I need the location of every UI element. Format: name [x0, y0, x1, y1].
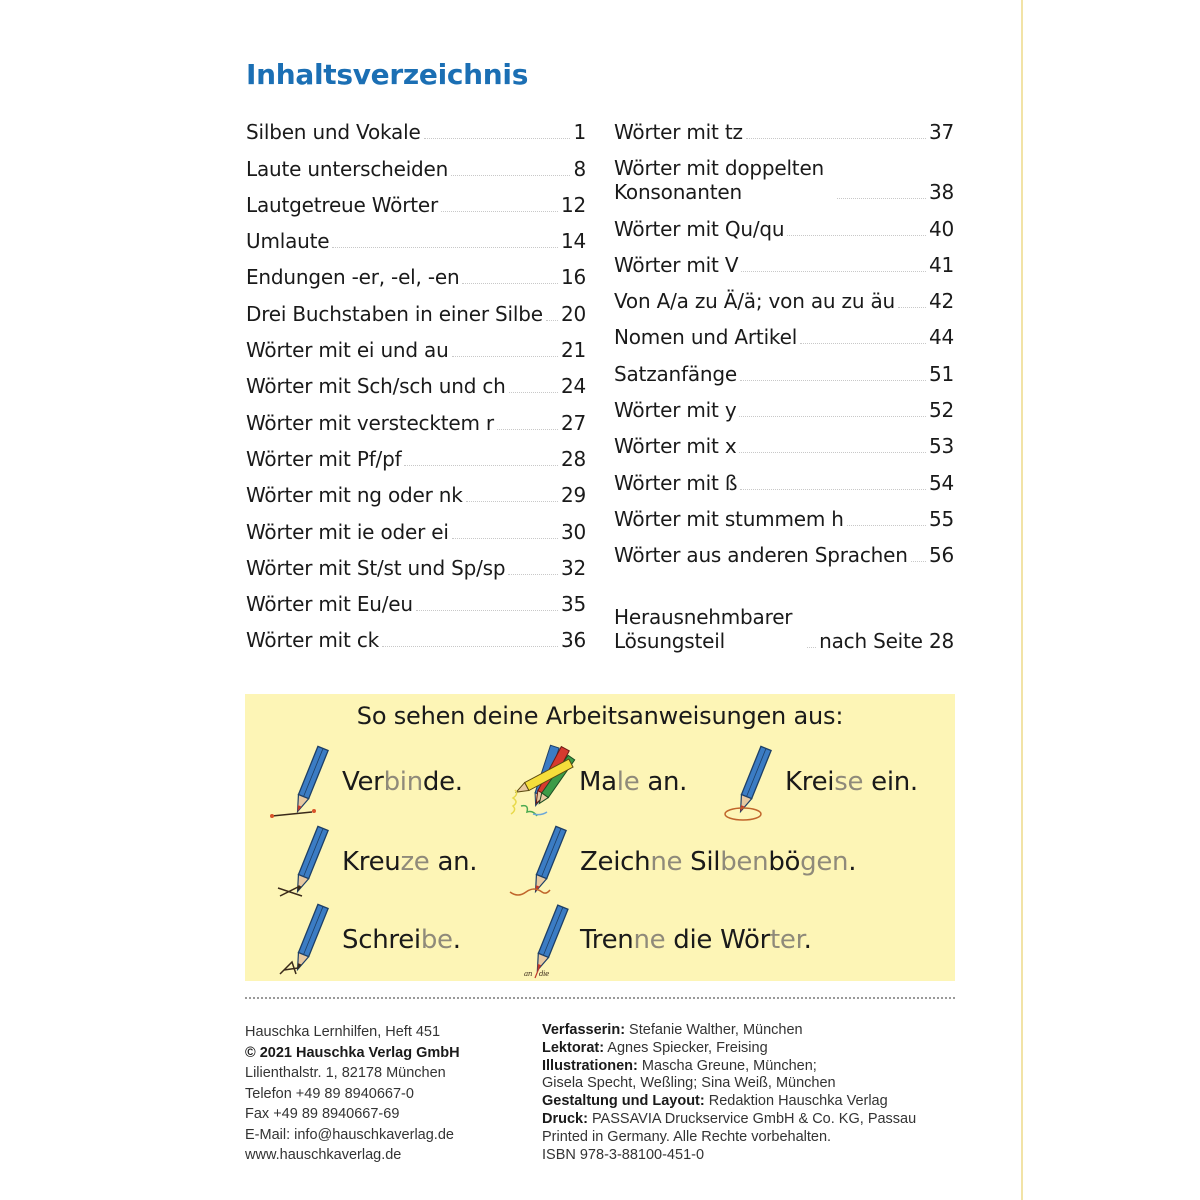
instruction-text: Kreuze an.	[342, 847, 478, 877]
svg-text:an: an	[524, 970, 533, 978]
instructions-title: So sehen deine Arbeitsanweisungen aus:	[356, 702, 844, 730]
toc-entry[interactable]	[246, 144, 586, 180]
toc-entry-label: Wörter mit ie oder ei	[246, 519, 449, 544]
toc-entry-label: Herausnehmbarer Lösungsteil	[614, 605, 793, 654]
leader-dots	[497, 429, 558, 430]
leader-dots	[740, 489, 926, 490]
leader-dots	[807, 647, 816, 648]
toc-entry-page: 16	[560, 265, 586, 290]
imprint-copyright: © 2021 Hauschka Verlag GmbH	[245, 1044, 460, 1061]
leader-dots	[462, 283, 557, 284]
toc-entry-label: Endungen -er, -el, -en	[246, 265, 460, 290]
instruction-zeichne-silbenboegen	[508, 822, 856, 902]
instruction-text: Male an.	[579, 767, 688, 797]
toc-entry[interactable]	[246, 435, 586, 471]
toc-entry[interactable]	[246, 507, 586, 543]
toc-entry-label: Wörter mit ck	[246, 628, 380, 653]
leader-dots	[451, 175, 570, 176]
toc-entry[interactable]	[614, 241, 954, 277]
imprint-address: Lilienthalstr. 1, 82178 München	[245, 1065, 446, 1081]
toc-entry-label: Wörter mit ng oder nk	[246, 483, 463, 508]
toc-entry-label: Drei Buchstaben in einer Silbe	[246, 301, 543, 326]
toc-entry[interactable]	[246, 471, 586, 507]
pencil-circle-icon	[713, 742, 783, 822]
toc-entry-label: Wörter aus anderen Sprachen	[614, 543, 908, 568]
toc-entry-page: 1	[573, 120, 586, 145]
divider-dotted	[245, 997, 955, 999]
toc-entry-page: 53	[928, 434, 954, 459]
toc-entry-page: 56	[928, 543, 954, 568]
leader-dots	[404, 465, 558, 466]
toc-entry-label: Silben und Vokale	[246, 120, 421, 145]
toc-spacer	[614, 567, 954, 593]
imprint-website[interactable]: www.hauschkaverlag.de	[245, 1147, 402, 1163]
credit-illustrations: Illustrationen: Mascha Greune, München;	[542, 1057, 817, 1074]
toc-entry-label: Wörter mit V	[614, 252, 739, 277]
instruction-text: Kreise ein.	[785, 767, 918, 797]
leader-dots	[466, 501, 558, 502]
toc-entry[interactable]	[614, 204, 954, 240]
toc-entry[interactable]	[614, 386, 954, 422]
toc-entry-page: 14	[560, 229, 586, 254]
toc-entry[interactable]	[246, 289, 586, 325]
leader-dots	[898, 307, 926, 308]
toc-entry-page: 29	[560, 483, 586, 508]
toc-entry-page: 21	[560, 338, 586, 363]
toc-entry[interactable]	[246, 108, 586, 144]
leader-dots	[452, 538, 558, 539]
toc-entry[interactable]	[246, 398, 586, 434]
toc-entry-page: nach Seite 28	[819, 629, 954, 654]
toc-entry[interactable]	[614, 277, 954, 313]
toc-entry-page: 24	[560, 374, 586, 399]
toc-entry-label: Laute unterscheiden	[246, 156, 449, 181]
toc-entry-page: 28	[560, 446, 586, 471]
toc-entry-label: Wörter mit St/st und Sp/sp	[246, 555, 506, 580]
toc-entry-page: 8	[573, 156, 586, 181]
imprint-publisher	[245, 1022, 460, 1166]
toc-entry[interactable]	[614, 313, 954, 349]
instruction-trenne-die-woerter	[508, 900, 812, 980]
toc-entry-label: Wörter mit doppelten Konsonanten	[614, 156, 825, 205]
pencil-separate-icon	[508, 900, 578, 980]
toc-entry[interactable]	[246, 217, 586, 253]
toc-entry[interactable]	[246, 253, 586, 289]
instruction-text: Zeichne Silbenbögen.	[580, 847, 857, 877]
credit-editor: Lektorat: Agnes Spiecker, Freising	[542, 1039, 768, 1056]
instruction-text: Trenne die Wörter.	[580, 925, 812, 955]
toc-entry-label: Wörter mit Pf/pf	[246, 446, 402, 471]
toc-entry[interactable]	[614, 531, 954, 567]
instructions-box	[245, 694, 955, 981]
pencil-cross-icon	[270, 822, 340, 902]
toc-entry-label: Nomen und Artikel	[614, 325, 798, 350]
credit-illustrations-cont: Gisela Specht, Weßling; Sina Weiß, München	[542, 1075, 836, 1092]
credit-author: Verfasserin: Stefanie Walther, München	[542, 1022, 803, 1038]
toc-entry-page: 12	[560, 192, 586, 217]
leader-dots	[424, 138, 571, 139]
isbn: ISBN 978-3-88100-451-0	[542, 1146, 705, 1163]
leader-dots	[441, 211, 558, 212]
leader-dots	[416, 610, 558, 611]
toc-entry-page: 42	[928, 289, 954, 314]
toc-entry-label: Satzanfänge	[614, 361, 737, 386]
toc-entry[interactable]	[614, 495, 954, 531]
imprint-series: Hauschka Lernhilfen, Heft 451	[245, 1024, 441, 1040]
leader-dots	[739, 452, 925, 453]
svg-text:die: die	[539, 970, 549, 978]
toc-entry-label: Wörter mit y	[614, 398, 737, 423]
toc-entry[interactable]	[614, 458, 954, 494]
toc-entry[interactable]	[614, 108, 954, 144]
page-edge-line	[1021, 0, 1023, 1200]
toc-entry[interactable]	[614, 422, 954, 458]
imprint-credits	[542, 1022, 916, 1164]
leader-dots	[546, 320, 558, 321]
leader-dots	[452, 356, 558, 357]
toc-entry[interactable]	[246, 181, 586, 217]
toc-entry[interactable]	[246, 326, 586, 362]
toc-entry-label: Wörter mit ei und au	[246, 338, 449, 363]
toc-entry-solutions[interactable]	[614, 593, 954, 653]
toc-entry[interactable]	[246, 580, 586, 616]
toc-column-right	[614, 108, 954, 653]
toc-entry[interactable]	[246, 544, 586, 580]
rights-notice: Printed in Germany. Alle Rechte vorbehalten.	[542, 1128, 832, 1145]
leader-dots	[509, 392, 558, 393]
toc-entry[interactable]	[246, 362, 586, 398]
instruction-text: Schreibe.	[342, 925, 461, 955]
leader-dots	[382, 646, 558, 647]
toc-entry-label: Lautgetreue Wörter	[246, 192, 439, 217]
leader-dots	[746, 138, 926, 139]
toc-entry-label: Wörter mit x	[614, 434, 737, 459]
instruction-kreuze-an	[270, 822, 477, 902]
toc-entry-page: 51	[928, 361, 954, 386]
toc-entry-page: 37	[928, 120, 954, 145]
toc-entry-label: Wörter mit Sch/sch und ch	[246, 374, 506, 399]
toc-entry-label: Wörter mit tz	[614, 120, 743, 145]
pencil-connect-icon	[270, 742, 340, 822]
toc-entry[interactable]	[614, 349, 954, 385]
leader-dots	[741, 271, 926, 272]
toc-entry[interactable]	[246, 616, 586, 652]
leader-dots	[837, 198, 926, 199]
toc-entry[interactable]	[614, 144, 954, 204]
instruction-schreibe	[270, 900, 461, 980]
leader-dots	[332, 247, 558, 248]
toc-entry-page: 32	[560, 555, 586, 580]
instruction-male-an	[507, 742, 687, 822]
toc-entry-page: 30	[560, 519, 586, 544]
toc-entry-page: 52	[928, 398, 954, 423]
credit-design: Gestaltung und Layout: Redaktion Hauschka Verlag	[542, 1093, 888, 1110]
toc-entry-page: 38	[928, 180, 954, 205]
instruction-verbinde	[270, 742, 463, 822]
imprint-email[interactable]: E-Mail: info@hauschkaverlag.de	[245, 1126, 454, 1143]
toc-entry-page: 44	[928, 325, 954, 350]
leader-dots	[847, 525, 926, 526]
toc-entry-label: Wörter mit verstecktem r	[246, 410, 494, 435]
leader-dots	[739, 416, 925, 417]
toc-entry-label: Wörter mit ß	[614, 470, 738, 495]
credit-print: Druck: PASSAVIA Druckservice GmbH & Co. KG, Passau	[542, 1110, 917, 1127]
colored-pencils-icon	[507, 742, 577, 822]
toc-column-left	[246, 108, 586, 652]
toc-entry-page: 41	[928, 252, 954, 277]
toc-entry-page: 20	[560, 301, 586, 326]
pencil-write-icon	[270, 900, 340, 980]
toc-entry-label: Von A/a zu Ä/ä; von au zu äu	[614, 289, 895, 314]
toc-entry-label: Wörter mit stummem h	[614, 506, 844, 531]
imprint-phone: Telefon +49 89 8940667-0	[245, 1085, 414, 1102]
toc-entry-page: 35	[560, 592, 586, 617]
pencil-arc-icon	[508, 822, 578, 902]
leader-dots	[911, 561, 926, 562]
leader-dots	[800, 343, 926, 344]
toc-entry-label: Wörter mit Eu/eu	[246, 592, 413, 617]
leader-dots	[740, 380, 926, 381]
instruction-text: Verbinde.	[342, 767, 463, 797]
toc-entry-page: 54	[928, 470, 954, 495]
toc-entry-label: Umlaute	[246, 229, 330, 254]
imprint-fax: Fax +49 89 8940667-69	[245, 1106, 400, 1122]
toc-entry-page: 55	[928, 506, 954, 531]
leader-dots	[508, 574, 558, 575]
toc-entry-page: 27	[560, 410, 586, 435]
toc-entry-page: 40	[928, 216, 954, 241]
instruction-kreise-ein	[713, 742, 918, 822]
toc-entry-label: Wörter mit Qu/qu	[614, 216, 785, 241]
leader-dots	[787, 235, 926, 236]
toc-entry-page: 36	[560, 628, 586, 653]
toc-title: Inhaltsverzeichnis	[246, 58, 529, 91]
